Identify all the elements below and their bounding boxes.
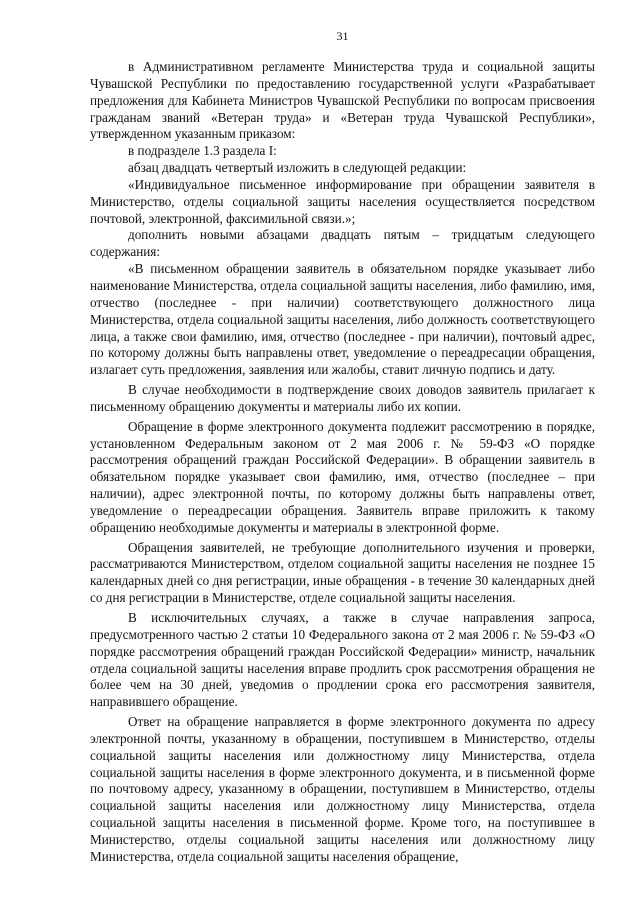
- paragraph-amend-24: абзац двадцать четвертый изложить в следующей редакции:: [128, 160, 467, 176]
- paragraph-attachments: В случае необходимости в подтверждение своих доводов заявитель прилагает к письменному обращению документы и материалы либо их копии.: [90, 382, 595, 414]
- paragraph-extension: В исключительных случаях, а также в случае направления запроса, предусмотренного частью 2 статьи 10 Федерального закона от 2 мая 2006 г. № 59-ФЗ «О порядке рассмотрения обращений граждан Российской Федерации» министр, начальник отдела социальной защиты населения вправе продлить срок рассмотрения обращения не более чем на 30 дней, уведомив о продлении срока его рассмотрения заявителя, направившего обращение.: [90, 610, 595, 710]
- page-number: 31: [336, 29, 349, 43]
- paragraph-add-new: дополнить новыми абзацами двадцать пятым – тридцатым следующего содержания:: [90, 227, 595, 260]
- paragraph-subsection: в подразделе 1.3 раздела I:: [128, 143, 277, 159]
- paragraph-deadlines: Обращения заявителей, не требующие дополнительного изучения и проверки, рассматриваются Министерством, отделом социальной защиты населения не позднее 15 календарных дней со дня регистрации, иные обращения - в течение 30 календарных дней со дня регистрации в Министерстве, отделе социальной защиты населения.: [90, 539, 595, 606]
- paragraph-regulation-intro: в Административном регламенте Министерства труда и социальной защиты Чувашской Республики по предоставлению государственной услуги «Разрабатывает предложения для Кабинета Министров Чувашской Республики по вопросам присвоения гражданам званий «Ветеран труда» и «Ветеран труда Чувашской Республики», утвержденном указанным приказом:: [90, 59, 595, 142]
- paragraph-written-appeal: «В письменном обращении заявитель в обязательном порядке указывает либо наименование Министерства, отдела социальной защиты населения, либо фамилию, имя, отчество (последнее - при наличии) соответствующего должностного лица Министерства, отдела социальной защиты населения, либо должность соответствующего лица, а также свои фамилию, имя, отчество (последнее - при наличии), почтовый адрес, по которому должны быть направлены ответ, уведомление о переадресации обращения, излагает суть предложения, заявления или жалобы, ставит личную подпись и дату.: [90, 261, 595, 378]
- paragraph-quote-informing: «Индивидуальное письменное информирование при обращении заявителя в Министерство, отделы социальной защиты населения осуществляется посредством почтовой, электронной, факсимильной связи.»;: [90, 176, 595, 226]
- document-page: [90, 28, 595, 866]
- paragraph-electronic-appeal: Обращение в форме электронного документа подлежит рассмотрению в порядке, установленном Федеральным законом от 2 мая 2006 г. № 59-ФЗ «О порядке рассмотрения обращений граждан Российской Федерации». В обращении заявитель в обязательном порядке указывает свои фамилию, имя, отчество (последнее – при наличии), адрес электронной почты, по которому должны быть направлены ответ, уведомление о переадресации обращения. Заявитель вправе приложить к такому обращению необходимые документы и материалы в электронной форме.: [90, 418, 595, 535]
- paragraph-response: Ответ на обращение направляется в форме электронного документа по адресу электронной почты, указанному в обращении, поступившем в Министерство, отделы социальной защиты населения или должностному лицу Министерства, отдела социальной защиты населения в форме электронного документа, и в письменной форме по почтовому адресу, указанному в обращении, поступившем в Министерство, отделы социальной защиты населения или должностному лицу Министерства, отдела социальной защиты населения в письменной форме. Кроме того, на поступившее в Министерство, отделы социальной защиты населения или должностному лицу Министерства, отдела социальной защиты населения обращение,: [90, 714, 595, 864]
